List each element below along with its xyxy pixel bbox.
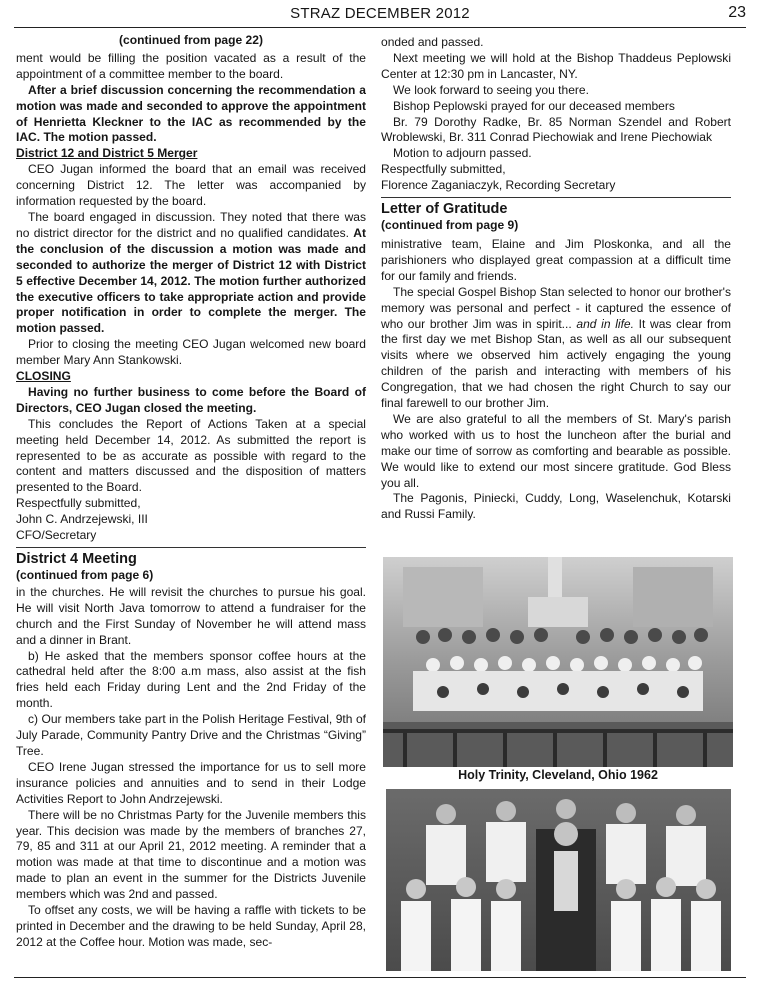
text-run: The board engaged in discussion. They noted that there was no district director for the district and no qualified candidates.: [16, 209, 366, 240]
paragraph: After a brief discussion concerning the recommendation a motion was made and seconded to approve the appointment of Henrietta Kleckner to the IAC as recommended by the IAC. The motion passed.: [16, 82, 366, 145]
paragraph: To offset any costs, we will be having a raffle with tickets to be printed in December and the drawing to be held Sunday, April 28, 2012 at the Coffee hour. Motion was made, sec-: [16, 903, 366, 949]
group-photo-graphic: [383, 557, 733, 767]
altar-servers-photo-graphic: [386, 789, 731, 971]
signoff: Respectfully submitted,: [381, 162, 506, 177]
paragraph: Next meeting we will hold at the Bishop Thaddeus Peplowski Center at 12:30 pm in Lancaster, NY.: [381, 50, 731, 81]
signoff: Respectfully submitted,: [16, 496, 141, 511]
paragraph: The Pagonis, Piniecki, Cuddy, Long, Waselenchuk, Kotarski and Russi Family.: [381, 491, 731, 522]
paragraph: onded and passed.: [381, 35, 484, 49]
text-run-bold: At the conclusion of the discussion a motion was made and seconded to authorize the merger of District 12 with District 5 effective December 14, 2012. The motion further authorized the executive officers to take appropriate action and provide proper notification in order to complete the merger. The motion passed.: [16, 225, 366, 336]
left-column: [16, 33, 366, 951]
paragraph: CEO Irene Jugan stressed the importance for us to sell more insurance policies and annuities and to send in their Lodge Activities Report to John Andrzejewski.: [16, 759, 366, 806]
continued-note: (continued from page 6): [16, 568, 154, 582]
section-heading: District 12 and District 5 Merger: [16, 146, 198, 161]
paragraph: CEO Jugan informed the board that an email was received concerning District 12. The letter was accompanied by information requested by the board.: [16, 162, 366, 209]
signoff: CFO/Secretary: [16, 528, 97, 543]
paragraph: Prior to closing the meeting CEO Jugan welcomed new board member Mary Ann Stankowski.: [16, 337, 366, 368]
paragraph: We are also grateful to all the members of St. Mary's parish who worked with us to host the luncheon after the burial and make our time of sorrow as comforting and bearable as possible. We would like to extend our most sincere gratitude. God Bless you all.: [381, 411, 731, 490]
paragraph: [16, 210, 366, 337]
paragraph: c) Our members take part in the Polish Heritage Festival, 9th of July Parade, Community Pantry Drive and the Christmas “Giving” Tree.: [16, 712, 366, 758]
paragraph: This concludes the Report of Actions Taken at a special meeting held December 14, 2012. As submitted the report is represented to be as accurate as possible with regard to the content and matters discussed and the disposition of matters presented to the Board.: [16, 416, 366, 495]
paragraph: ment would be filling the position vacated as a result of the appointment of a committee member to the board.: [16, 50, 366, 81]
paragraph: Motion to adjourn passed.: [393, 146, 532, 161]
divider: [381, 197, 731, 198]
article-title: Letter of Gratitude: [381, 201, 508, 218]
paragraph: There will be no Christmas Party for the Juvenile members this year. This decision was made by the members of branches 27, 79, 85 and 311 at our April 21, 2012 meeting. A reminder that a motion was made at that time to discontinue and a motion was made to plan an event in the summer for the Districts Juvenile members which was 2nd and passed.: [16, 807, 366, 902]
right-column: [381, 35, 731, 523]
paragraph: Bishop Peplowski prayed for our deceased members: [393, 98, 675, 113]
continued-note: (continued from page 22): [119, 33, 263, 47]
publication-title: STRAZ DECEMBER 2012: [290, 5, 470, 22]
paragraph: ministrative team, Elaine and Jim Ploskonka, and all the parishioners who displayed great compassion at a difficult time for our family and friends.: [381, 236, 731, 283]
page-header: [14, 5, 746, 28]
paragraph: Br. 79 Dorothy Radke, Br. 85 Norman Szendel and Robert Wroblewski, Br. 311 Conrad Piechowiak and Irene Piechowiak: [381, 114, 731, 145]
paragraph: Having no further business to come before the Board of Directors, CEO Jugan closed the meeting.: [16, 384, 366, 415]
paragraph: in the churches. He will revisit the churches to pursue his goal. He will visit North Java tomorrow to attend a fundraiser for the church and the First Sunday of November he will attend mass and a dinner in Brant.: [16, 584, 366, 647]
paragraph: b) He asked that the members sponsor coffee hours at the cathedral held after the 8:00 a.m mass, also assist at the fish fries held each Friday during Lent and the 2nd Friday of the month.: [16, 648, 366, 711]
group-photo: [383, 557, 733, 767]
section-heading: CLOSING: [16, 369, 71, 384]
photo-caption: Holy Trinity, Cleveland, Ohio 1962: [458, 768, 658, 782]
article-title: District 4 Meeting: [16, 551, 137, 567]
altar-servers-photo: [386, 789, 731, 971]
signoff: John C. Andrzejewski, III: [16, 512, 148, 527]
paragraph: We look forward to seeing you there.: [393, 82, 589, 97]
text-run: The special Gospel Bishop Stan selected to honor our brother's memory was personal and perfect - it captured the essence of who our brother Jim was in spirit...: [381, 284, 731, 331]
text-run-italic: and in life.: [576, 316, 634, 331]
signoff: Florence Zaganiaczyk, Recording Secretary: [381, 178, 616, 193]
page-number: 23: [728, 4, 746, 21]
paragraph: [381, 285, 731, 412]
bottom-rule: [14, 977, 746, 978]
text-run: It was clear from the first day we met Bishop Stan, as well as all our subsequent visits where we observed him actively engaging the young children of the parish and interacting with members of his Congregation, that we had chosen the right Church to say our final farewell to our brother Jim.: [381, 316, 731, 411]
continued-note: (continued from page 9): [381, 218, 519, 233]
divider: [16, 547, 366, 548]
